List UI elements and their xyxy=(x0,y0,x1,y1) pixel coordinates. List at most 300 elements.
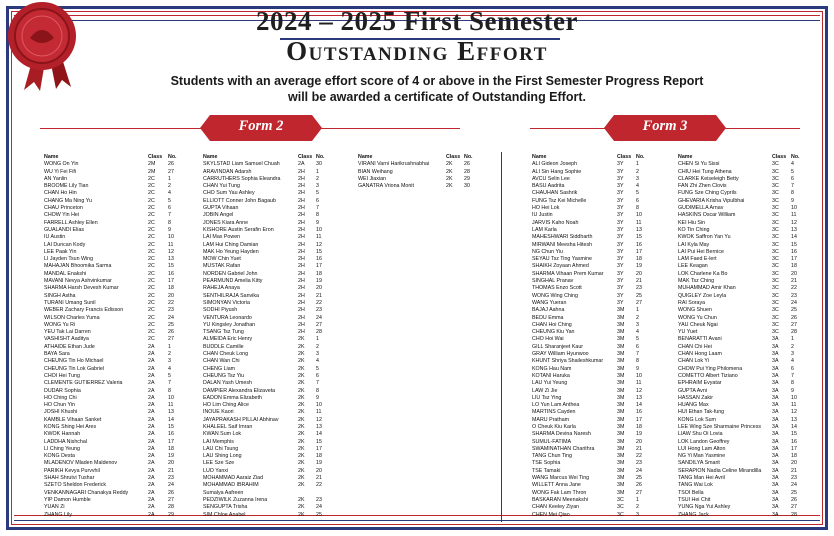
student-class: 3M xyxy=(617,445,625,452)
student-class: 2H xyxy=(298,299,305,306)
student-row xyxy=(203,344,341,351)
student-name: HO Hei Lok xyxy=(532,205,560,212)
student-row xyxy=(44,380,182,387)
student-class: 3A xyxy=(772,351,779,358)
header-name: Name xyxy=(678,154,693,160)
student-class: 2C xyxy=(148,270,155,277)
student-number: 23 xyxy=(636,460,642,467)
student-class: 3A xyxy=(772,511,779,518)
student-name: MAK Tsz Ching xyxy=(678,278,715,285)
student-class: 2H xyxy=(298,212,305,219)
student-name: WANG Yueran xyxy=(532,299,567,306)
name-column-2 xyxy=(203,154,341,519)
student-name: CHIU Hei Tung Athena xyxy=(678,168,732,175)
student-name: CLEMENTE GUTIERREZ Valeria xyxy=(44,380,123,387)
student-row xyxy=(203,504,341,511)
student-number: 10 xyxy=(316,402,322,409)
student-name: WONG On Yin xyxy=(44,161,79,168)
student-number: 4 xyxy=(636,329,639,336)
student-name: VIRANI Varni Harikrushnabhai xyxy=(358,161,430,168)
student-name: KO Tin Ching xyxy=(678,226,710,233)
student-number: 4 xyxy=(636,183,639,190)
student-row xyxy=(532,169,670,176)
student-class: 2C xyxy=(148,197,155,204)
student-name: KAMBLE Vihaan Sanket xyxy=(44,416,102,423)
student-name: NG Yi Man Yasmine xyxy=(678,453,726,460)
student-number: 17 xyxy=(791,256,797,263)
student-name: YU Yuet xyxy=(678,329,698,336)
student-class: 3M xyxy=(617,314,625,321)
student-number: 2 xyxy=(168,351,171,358)
student-number: 16 xyxy=(168,431,174,438)
student-class: 2K xyxy=(298,402,305,409)
student-class: 3M xyxy=(617,365,625,372)
student-row xyxy=(203,278,341,285)
student-name: EPHRAIM Evyatar xyxy=(678,380,722,387)
student-name: HASSAN Zakir xyxy=(678,394,714,401)
student-number: 23 xyxy=(168,475,174,482)
student-number: 19 xyxy=(636,431,642,438)
student-name: WU Yi Fei Fifi xyxy=(44,168,77,175)
student-class: 3C xyxy=(772,263,779,270)
student-name: SHARMA Devina Naresh xyxy=(532,431,591,438)
student-class: 3C xyxy=(617,504,624,511)
student-name: FARRELL Ashley Ellen xyxy=(44,219,98,226)
student-row xyxy=(678,249,816,256)
student-name: LAI Pui Hei Bernice xyxy=(678,248,724,255)
student-class: 2H xyxy=(298,256,305,263)
student-number: 8 xyxy=(316,212,319,219)
student-class: 3Y xyxy=(617,175,624,182)
student-class: 3A xyxy=(772,372,779,379)
student-name: CHAN Cheuk Long xyxy=(203,351,249,358)
student-name: LAU Yui Yeung xyxy=(532,380,568,387)
student-class: 3C xyxy=(772,299,779,306)
student-name: WONG Yu Ri xyxy=(44,321,76,328)
student-name: CHANG Ma Ning Yu xyxy=(44,197,92,204)
student-name: VENKANNAGARI Chanakya Reddy xyxy=(44,489,129,496)
student-row xyxy=(532,439,670,446)
student-name: WANG Marcus Wei Ting xyxy=(532,475,590,482)
student-row xyxy=(532,227,670,234)
student-name: LI Ching Yeung xyxy=(44,445,80,452)
student-row xyxy=(44,263,182,270)
student-name: JONES Kiara Anne xyxy=(203,219,249,226)
student-name: HUI Ethan Tak-fung xyxy=(678,409,725,416)
student-class: 3C xyxy=(772,329,779,336)
student-class: 3C xyxy=(772,248,779,255)
student-row xyxy=(678,460,816,467)
student-row xyxy=(532,366,670,373)
student-row xyxy=(532,344,670,351)
student-number: 16 xyxy=(636,241,642,248)
student-row xyxy=(203,220,341,227)
student-row xyxy=(678,512,816,519)
student-name: GUDIMELLA Arnav xyxy=(678,205,724,212)
student-row xyxy=(203,263,341,270)
student-class: 3A xyxy=(772,467,779,474)
student-number: 23 xyxy=(636,285,642,292)
student-row xyxy=(678,285,816,292)
student-class: 3C xyxy=(772,278,779,285)
student-class: 3A xyxy=(772,460,779,467)
student-number: 20 xyxy=(316,285,322,292)
student-row xyxy=(44,300,182,307)
page-title-line1: 2024 – 2025 First Semester xyxy=(256,6,578,36)
student-number: 18 xyxy=(791,453,797,460)
student-number: 29 xyxy=(464,175,470,182)
student-number: 19 xyxy=(316,278,322,285)
student-class: 2K xyxy=(298,409,305,416)
student-number: 12 xyxy=(316,241,322,248)
student-number: 1 xyxy=(316,336,319,343)
student-number: 13 xyxy=(791,226,797,233)
student-row xyxy=(44,431,182,438)
student-class: 3M xyxy=(617,307,625,314)
student-class: 2K xyxy=(298,372,305,379)
student-class: 2M xyxy=(148,168,156,175)
student-row xyxy=(203,285,341,292)
student-row xyxy=(203,190,341,197)
student-number: 25 xyxy=(791,489,797,496)
student-name: LEE Sze Sze xyxy=(203,460,235,467)
student-row xyxy=(678,263,816,270)
student-name: WEBER Zachary Francis Edisson xyxy=(44,307,124,314)
column-header xyxy=(678,154,816,161)
student-class: 3M xyxy=(617,329,625,336)
header-class: Class xyxy=(298,154,313,160)
student-class: 2H xyxy=(298,205,305,212)
student-number: 7 xyxy=(316,205,319,212)
student-number: 10 xyxy=(316,226,322,233)
student-class: 3M xyxy=(617,423,625,430)
student-row xyxy=(203,227,341,234)
student-name: KWAN Sum Lok xyxy=(203,431,242,438)
student-row xyxy=(44,205,182,212)
student-class: 2K xyxy=(446,161,453,168)
student-row xyxy=(532,402,670,409)
student-name: MLADENOV Mladen Maldenov xyxy=(44,460,118,467)
student-name: YEU Tak Lai Darren xyxy=(44,329,91,336)
student-name: COMETTO Albert Tiziano xyxy=(678,372,738,379)
student-name: MARTINS Cayden xyxy=(532,409,576,416)
student-name: LAI Kyla May xyxy=(678,241,710,248)
student-name: NG Chun Yiu xyxy=(532,248,563,255)
student-class: 2K xyxy=(298,336,305,343)
student-name: SUMUL-FATIMA xyxy=(532,438,572,445)
student-class: 3A xyxy=(772,431,779,438)
student-number: 17 xyxy=(636,248,642,255)
student-name: DALAN Yash Umesh xyxy=(203,380,252,387)
student-class: 2A xyxy=(298,161,305,168)
student-row xyxy=(678,176,816,183)
student-number: 26 xyxy=(464,161,470,168)
student-name: ELLIOTT Conner John Bagaub xyxy=(203,197,276,204)
student-number: 4 xyxy=(168,365,171,372)
student-name: FUNG Tsz Kei Michelle xyxy=(532,197,587,204)
student-class: 2H xyxy=(298,168,305,175)
student-number: 8 xyxy=(636,205,639,212)
student-row xyxy=(203,336,341,343)
page-title-line2: Outstanding Effort xyxy=(286,36,548,66)
student-row xyxy=(532,300,670,307)
student-class: 3Y xyxy=(617,292,624,299)
student-number: 5 xyxy=(316,365,319,372)
student-row xyxy=(44,468,182,475)
student-name: SIMONYAN Victoria xyxy=(203,299,250,306)
student-name: CHEN Si Yu Sissi xyxy=(678,161,720,168)
student-name: BAYA Sara xyxy=(44,351,70,358)
student-row xyxy=(44,271,182,278)
student-number: 12 xyxy=(636,387,642,394)
student-class: 3C xyxy=(772,219,779,226)
student-number: 28 xyxy=(168,504,174,511)
student-name: BIAN Weihang xyxy=(358,168,393,175)
student-name: BASU Aadrita xyxy=(532,183,565,190)
student-number: 2 xyxy=(316,343,319,350)
student-name: ZHANG Lily xyxy=(44,511,72,518)
student-name: MAK Ho Yeung Hayden xyxy=(203,248,259,255)
student-name: GUPTA Avni xyxy=(678,387,707,394)
student-row xyxy=(678,468,816,475)
student-row xyxy=(203,293,341,300)
student-class: 2A xyxy=(148,380,155,387)
student-name: SIM Chloe Anabel xyxy=(203,511,246,518)
student-row xyxy=(203,183,341,190)
student-class: 2C xyxy=(148,205,155,212)
student-number: 10 xyxy=(636,372,642,379)
student-row xyxy=(203,212,341,219)
student-name: LO Yun Lam Anthea xyxy=(532,402,580,409)
student-class: 3A xyxy=(772,343,779,350)
student-number: 29 xyxy=(168,511,174,518)
student-name: INOUE Kaori xyxy=(203,409,234,416)
form2-label: Form 2 xyxy=(238,118,284,134)
student-class: 2K xyxy=(298,460,305,467)
student-row xyxy=(532,212,670,219)
student-row xyxy=(678,307,816,314)
student-number: 22 xyxy=(168,299,174,306)
student-number: 1 xyxy=(791,336,794,343)
student-name: GHEVARIA Krisha Vipulbhai xyxy=(678,197,745,204)
student-class: 2A xyxy=(148,438,155,445)
student-class: 3C xyxy=(772,168,779,175)
student-name: LEE Wing Sze Sharmaine Princess xyxy=(678,423,762,430)
student-number: 4 xyxy=(791,358,794,365)
student-row xyxy=(678,205,816,212)
student-name: CHO Hoi Wai xyxy=(532,336,564,343)
name-column-5 xyxy=(678,154,816,519)
student-row xyxy=(532,315,670,322)
student-number: 21 xyxy=(791,278,797,285)
student-class: 3A xyxy=(772,380,779,387)
student-name: KEI Hiu Sin xyxy=(678,219,706,226)
student-number: 26 xyxy=(791,314,797,321)
student-name: WILSON Charles Yuma xyxy=(44,314,100,321)
student-number: 2 xyxy=(636,168,639,175)
student-name: HO Ching Chi xyxy=(44,394,77,401)
student-number: 26 xyxy=(168,489,174,496)
student-name: KONG Hau Nam xyxy=(532,365,572,372)
student-name: ALI Sin Hang Sophie xyxy=(532,168,582,175)
student-row xyxy=(678,322,816,329)
student-number: 6 xyxy=(791,365,794,372)
student-name: GUPTA Vihaan xyxy=(203,205,239,212)
student-row xyxy=(44,366,182,373)
student-number: 3 xyxy=(316,351,319,358)
student-class: 2A xyxy=(148,453,155,460)
student-class: 2H xyxy=(298,307,305,314)
student-class: 3C xyxy=(772,321,779,328)
student-name: CHAN Hoi Ching xyxy=(532,321,572,328)
student-row xyxy=(203,351,341,358)
student-row xyxy=(44,439,182,446)
student-number: 6 xyxy=(791,175,794,182)
student-class: 2A xyxy=(148,475,155,482)
name-column-3 xyxy=(358,154,496,190)
student-row xyxy=(678,190,816,197)
student-number: 15 xyxy=(791,241,797,248)
student-class: 3Y xyxy=(617,219,624,226)
student-row xyxy=(532,329,670,336)
student-number: 11 xyxy=(791,402,797,409)
student-class: 2C xyxy=(148,314,155,321)
header-no: No. xyxy=(791,154,800,160)
student-row xyxy=(532,263,670,270)
student-number: 25 xyxy=(316,511,322,518)
student-name: CLARKE Keiseleigh Betty xyxy=(678,175,739,182)
student-name: GANATRA Vriona Monit xyxy=(358,183,414,190)
header-name: Name xyxy=(532,154,547,160)
student-row xyxy=(44,446,182,453)
student-number: 16 xyxy=(636,409,642,416)
student-row xyxy=(358,161,496,168)
student-class: 2K xyxy=(298,365,305,372)
student-number: 24 xyxy=(791,482,797,489)
student-row xyxy=(358,169,496,176)
student-row xyxy=(532,249,670,256)
student-class: 2A xyxy=(148,423,155,430)
student-number: 3 xyxy=(791,351,794,358)
student-number: 21 xyxy=(168,467,174,474)
student-row xyxy=(678,446,816,453)
student-name: SHAIKH Zoyaan Ahmed xyxy=(532,263,589,270)
student-class: 3C xyxy=(772,241,779,248)
student-number: 8 xyxy=(636,358,639,365)
student-number: 12 xyxy=(791,409,797,416)
student-class: 3Y xyxy=(617,256,624,263)
student-class: 3A xyxy=(772,365,779,372)
student-name: HASKINS Oscar William xyxy=(678,212,736,219)
student-class: 2K xyxy=(298,438,305,445)
student-row xyxy=(44,212,182,219)
student-class: 3M xyxy=(617,336,625,343)
student-row xyxy=(44,293,182,300)
student-row xyxy=(203,161,341,168)
student-name: MAHAJAN Bhoomika Sarma xyxy=(44,263,112,270)
student-row xyxy=(678,242,816,249)
student-class: 3C xyxy=(772,183,779,190)
student-name: LAM Faed E-lert xyxy=(678,256,717,263)
student-class: 2A xyxy=(148,358,155,365)
student-number: 15 xyxy=(791,431,797,438)
student-row xyxy=(44,329,182,336)
student-name: SHARMA Harsh Devesh Kumar xyxy=(44,285,119,292)
student-name: DAMPIER Alexandra Elizaveta xyxy=(203,387,276,394)
student-row xyxy=(678,161,816,168)
student-name: GRAY William Hyunwoo xyxy=(532,351,589,358)
student-row xyxy=(532,497,670,504)
student-number: 9 xyxy=(316,219,319,226)
student-number: 27 xyxy=(168,336,174,343)
student-number: 5 xyxy=(316,190,319,197)
student-number: 10 xyxy=(168,394,174,401)
student-row xyxy=(532,293,670,300)
student-class: 3Y xyxy=(617,212,624,219)
student-number: 11 xyxy=(636,219,642,226)
student-name: LOK Landon Geoffrey xyxy=(678,438,730,445)
student-row xyxy=(678,344,816,351)
student-name: PEARMUND Amelia Kitty xyxy=(203,278,263,285)
student-class: 2K xyxy=(298,423,305,430)
student-number: 8 xyxy=(168,387,171,394)
student-number: 3 xyxy=(636,511,639,518)
student-row xyxy=(44,249,182,256)
student-row xyxy=(203,315,341,322)
student-class: 3C xyxy=(772,190,779,197)
student-number: 15 xyxy=(168,263,174,270)
student-number: 21 xyxy=(316,292,322,299)
subtitle-line2: will be awarded a certificate of Outstanding Effort. xyxy=(288,90,586,104)
header-name: Name xyxy=(358,154,373,160)
student-class: 3C xyxy=(772,161,779,168)
student-number: 19 xyxy=(636,263,642,270)
student-class: 2A xyxy=(148,365,155,372)
student-number: 13 xyxy=(168,409,174,416)
student-class: 2C xyxy=(148,226,155,233)
student-row xyxy=(44,395,182,402)
student-number: 21 xyxy=(791,467,797,474)
student-number: 9 xyxy=(168,226,171,233)
student-name: ATHAIDE Ethan Jude xyxy=(44,343,95,350)
student-class: 2K xyxy=(298,475,305,482)
student-row xyxy=(678,169,816,176)
student-row xyxy=(44,388,182,395)
student-class: 2K xyxy=(298,504,305,511)
student-name: CHEUNG Tin Ho Michael xyxy=(44,358,104,365)
student-row xyxy=(532,468,670,475)
student-number: 6 xyxy=(316,197,319,204)
student-number: 2 xyxy=(168,183,171,190)
student-name: KONG Lok Sum xyxy=(678,416,716,423)
student-row xyxy=(532,460,670,467)
student-number: 1 xyxy=(636,307,639,314)
student-number: 27 xyxy=(636,299,642,306)
student-name: MOHAMMAD Aaraiz Ziad xyxy=(203,475,264,482)
student-row xyxy=(678,351,816,358)
student-class: 3A xyxy=(772,475,779,482)
student-number: 16 xyxy=(791,248,797,255)
student-number: 11 xyxy=(316,409,322,416)
student-name: MIRWANI Meesha Hitesh xyxy=(532,241,593,248)
student-name: CHAU Princeton xyxy=(44,205,83,212)
student-class: 2H xyxy=(298,314,305,321)
student-class: 3C xyxy=(772,197,779,204)
student-row xyxy=(532,190,670,197)
student-class: 3A xyxy=(772,336,779,343)
student-row xyxy=(44,490,182,497)
student-class: 3Y xyxy=(617,234,624,241)
